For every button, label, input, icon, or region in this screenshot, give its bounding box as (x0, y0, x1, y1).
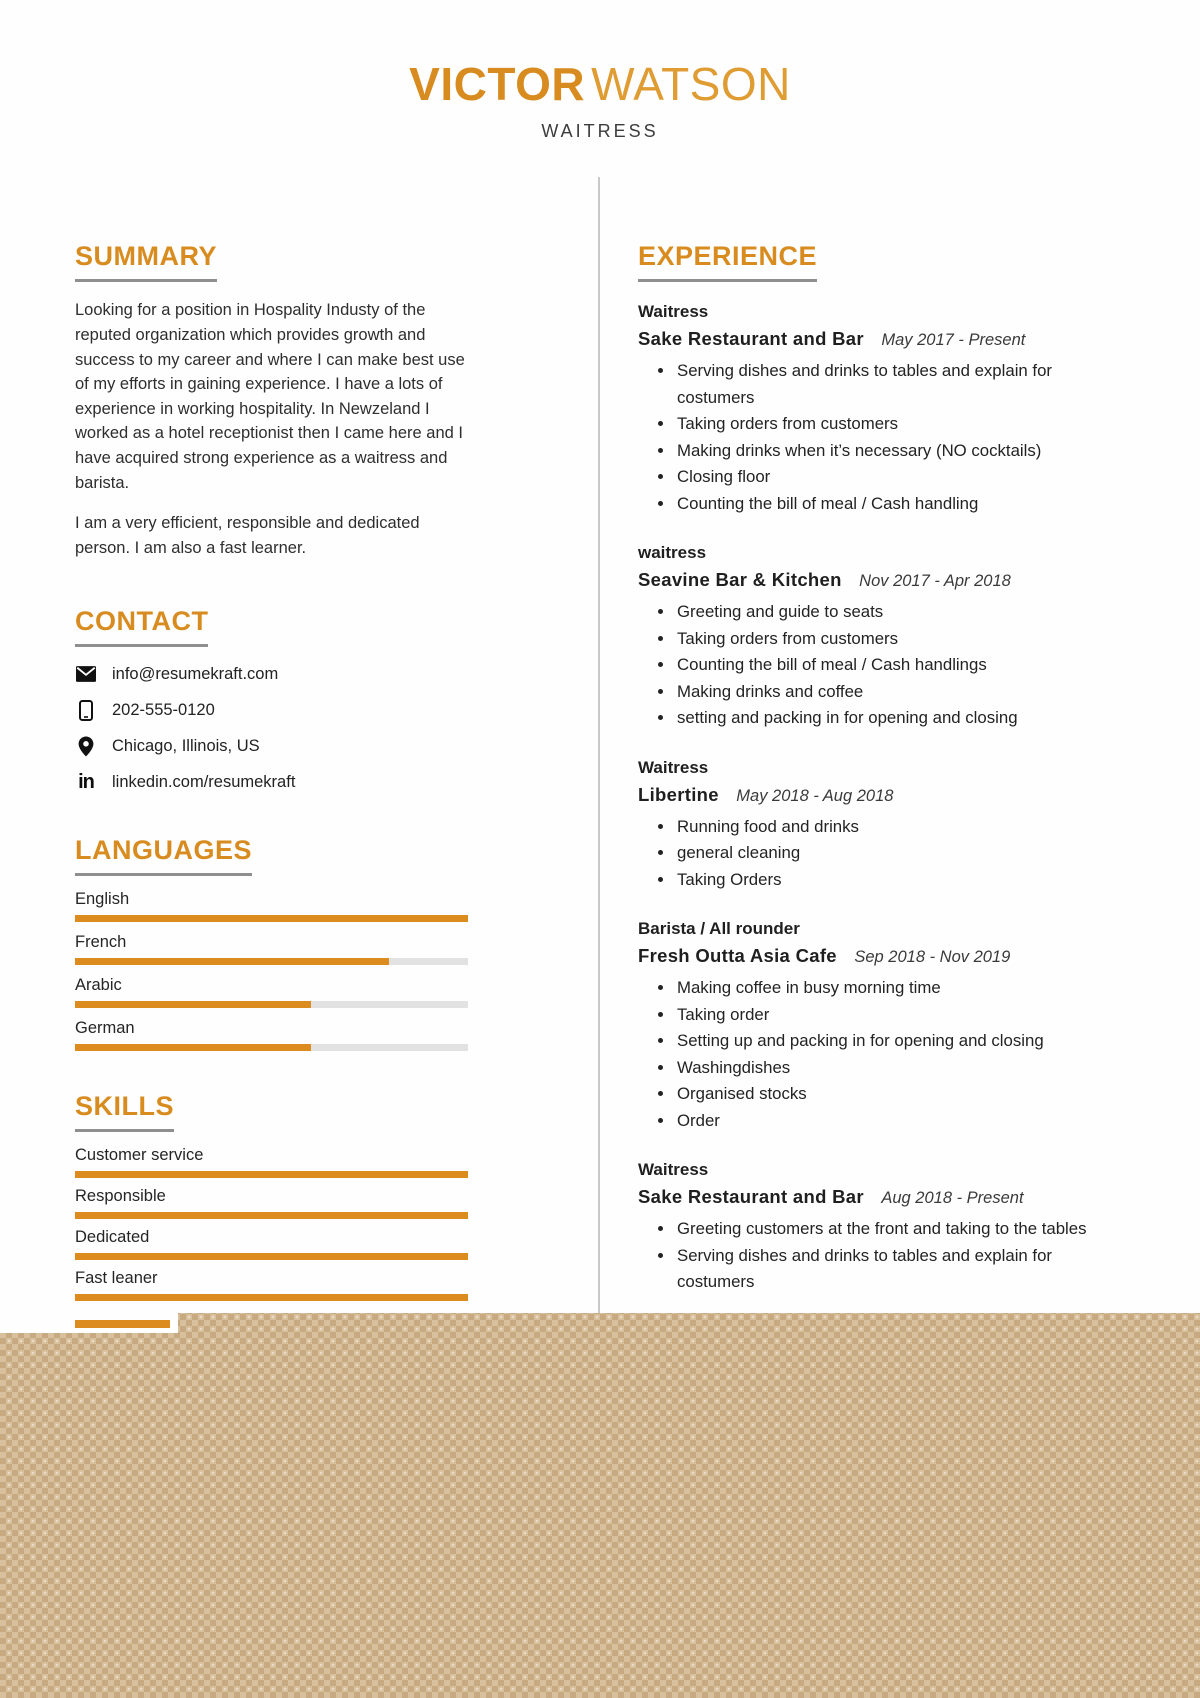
page-cut-notch (0, 1313, 178, 1333)
job-bullet: • Taking orders from customers (675, 411, 1106, 438)
skills-heading: SKILLS (75, 1091, 468, 1132)
job-bullet: • Greeting customers at the front and taking to the tables (675, 1216, 1106, 1243)
job-title: Waitress (638, 302, 709, 322)
job-bullet: • Taking orders from customers (675, 626, 1106, 653)
languages-list (75, 890, 468, 1051)
language-row (75, 890, 468, 922)
job-bullet-list (638, 975, 1106, 1134)
job-bullet: • Making drinks and coffee (675, 679, 1106, 706)
language-bar-fill (75, 1001, 311, 1008)
location-icon (75, 735, 97, 757)
two-column-body (55, 169, 1145, 1313)
skills-list (75, 1146, 468, 1301)
language-label: English (75, 890, 130, 909)
language-label: Arabic (75, 976, 122, 995)
summary-paragraph: Looking for a position in Hospality Industy of the reputed organization which provides growth and success to my career and where I can make best use of my efforts in gaining experience. I have a lots of experience in working hospitality. In Newzeland I worked as a hotel receptionist then I came here and I have acquired strong experience as a waitress and barista. (75, 301, 465, 492)
job-dates: Nov 2017 - Apr 2018 (859, 572, 1011, 591)
job-bullet: • Taking Orders (675, 867, 1106, 894)
experience-entry (638, 754, 1106, 894)
skill-row (75, 1228, 468, 1260)
skill-row (75, 1187, 468, 1219)
language-label: French (75, 933, 127, 952)
skill-label: Responsible (75, 1187, 166, 1206)
experience-section (638, 241, 1106, 1296)
job-bullet: • Setting up and packing in for opening and closing (675, 1028, 1106, 1055)
language-row (75, 933, 468, 965)
job-company: Libertine (638, 783, 719, 805)
skills-section (75, 1091, 468, 1301)
job-bullet: • Serving dishes and drinks to tables and explain for costumers (675, 358, 1106, 411)
language-label: German (75, 1019, 135, 1038)
job-company: Sake Restaurant and Bar (638, 1186, 864, 1208)
job-title: Barista / All rounder (638, 919, 800, 939)
job-dates: May 2018 - Aug 2018 (736, 786, 894, 805)
job-dates: May 2017 - Present (881, 331, 1026, 350)
job-bullet-list (638, 814, 1106, 894)
language-row (75, 976, 468, 1008)
skill-label: Fast leaner (75, 1269, 158, 1288)
job-company: Seavine Bar & Kitchen (638, 569, 842, 591)
job-bullet: • Taking order (675, 1002, 1106, 1029)
job-dates: Aug 2018 - Present (881, 1189, 1024, 1208)
contact-phone-value: 202-555-0120 (112, 700, 215, 719)
phone-icon (75, 699, 97, 721)
language-bar-track (75, 1044, 468, 1051)
skill-bar-track (75, 1171, 468, 1178)
job-bullet-list (638, 358, 1106, 517)
job-company-line (638, 325, 1106, 354)
experience-heading: EXPERIENCE (638, 241, 1106, 282)
column-divider (598, 177, 600, 1313)
job-bullet-list (638, 599, 1106, 732)
skill-label: Customer service (75, 1146, 204, 1165)
contact-row-location (75, 735, 468, 757)
resume-header (55, 52, 1145, 142)
job-company-line (638, 942, 1106, 971)
fast-leaner-bar-cut (75, 1320, 170, 1328)
contact-location-value: Chicago, Illinois, US (112, 736, 260, 755)
job-bullet: • Counting the bill of meal / Cash handling (675, 491, 1106, 518)
left-column (75, 241, 468, 1310)
job-company: Fresh Outta Asia Cafe (638, 945, 837, 967)
skill-row (75, 1269, 468, 1301)
language-bar-track (75, 958, 468, 965)
skill-bar-fill (75, 1294, 468, 1301)
language-bar-fill (75, 1044, 311, 1051)
experience-entry (638, 539, 1106, 732)
language-bar-fill (75, 915, 468, 922)
contact-row-email (75, 663, 468, 685)
language-bar-track (75, 915, 468, 922)
contact-linkedin-value: linkedin.com/resumekraft (112, 772, 296, 791)
first-name: VICTOR (409, 58, 586, 110)
job-bullet: • Running food and drinks (675, 814, 1106, 841)
job-company: Sake Restaurant and Bar (638, 328, 864, 350)
contact-email-value: info@resumekraft.com (112, 664, 279, 683)
experience-entry (638, 298, 1106, 517)
job-title-subtitle: WAITRESS (541, 121, 659, 142)
job-title: Waitress (638, 1160, 709, 1180)
job-title: waitress (638, 543, 707, 563)
skill-bar-fill (75, 1171, 468, 1178)
job-company-line (638, 566, 1106, 595)
job-bullet: • Closing floor (675, 464, 1106, 491)
linkedin-icon: in (78, 771, 94, 794)
skill-label: Dedicated (75, 1228, 150, 1247)
job-company-line (638, 781, 1106, 810)
experience-entry (638, 915, 1106, 1134)
contact-section (75, 606, 468, 793)
skill-bar-track (75, 1253, 468, 1260)
skill-bar-fill (75, 1253, 468, 1260)
experience-entry (638, 1156, 1106, 1296)
email-icon (75, 663, 97, 685)
contact-heading: CONTACT (75, 606, 468, 647)
languages-section (75, 835, 468, 1051)
contact-row-phone (75, 699, 468, 721)
summary-paragraph: I am a very efficient, responsible and dedicated person. I am also a fast learner. (75, 514, 420, 557)
skill-bar-track (75, 1294, 468, 1301)
job-bullet: • Organised stocks (675, 1081, 1106, 1108)
job-bullet: • setting and packing in for opening and closing (675, 705, 1106, 732)
contact-row-linkedin (75, 771, 468, 793)
language-bar-fill (75, 958, 389, 965)
skill-row (75, 1146, 468, 1178)
job-bullet: • Order (675, 1108, 1106, 1135)
summary-section (75, 241, 468, 560)
job-bullet-list (638, 1216, 1106, 1296)
languages-heading: LANGUAGES (75, 835, 468, 876)
skill-bar-fill (75, 1212, 468, 1219)
job-bullet: • general cleaning (675, 840, 1106, 867)
contact-list (75, 663, 468, 793)
job-bullet: • Serving dishes and drinks to tables and explain for costumers (675, 1243, 1106, 1296)
job-bullet: • Counting the bill of meal / Cash handlings (675, 652, 1106, 679)
job-bullet: • Making coffee in busy morning time (675, 975, 1106, 1002)
job-company-line (638, 1183, 1106, 1212)
job-bullet: • Making drinks when it’s necessary (NO cocktails) (675, 438, 1106, 465)
job-bullet: • Washingdishes (675, 1055, 1106, 1082)
skill-bar-track (75, 1212, 468, 1219)
right-column (638, 241, 1106, 1313)
summary-heading: SUMMARY (75, 241, 468, 282)
candidate-name (55, 60, 1145, 108)
job-title: Waitress (638, 757, 709, 777)
language-row (75, 1019, 468, 1051)
job-bullet: • Greeting and guide to seats (675, 599, 1106, 626)
job-dates: Sep 2018 - Nov 2019 (854, 948, 1011, 967)
last-name: WATSON (591, 58, 791, 110)
language-bar-track (75, 1001, 468, 1008)
